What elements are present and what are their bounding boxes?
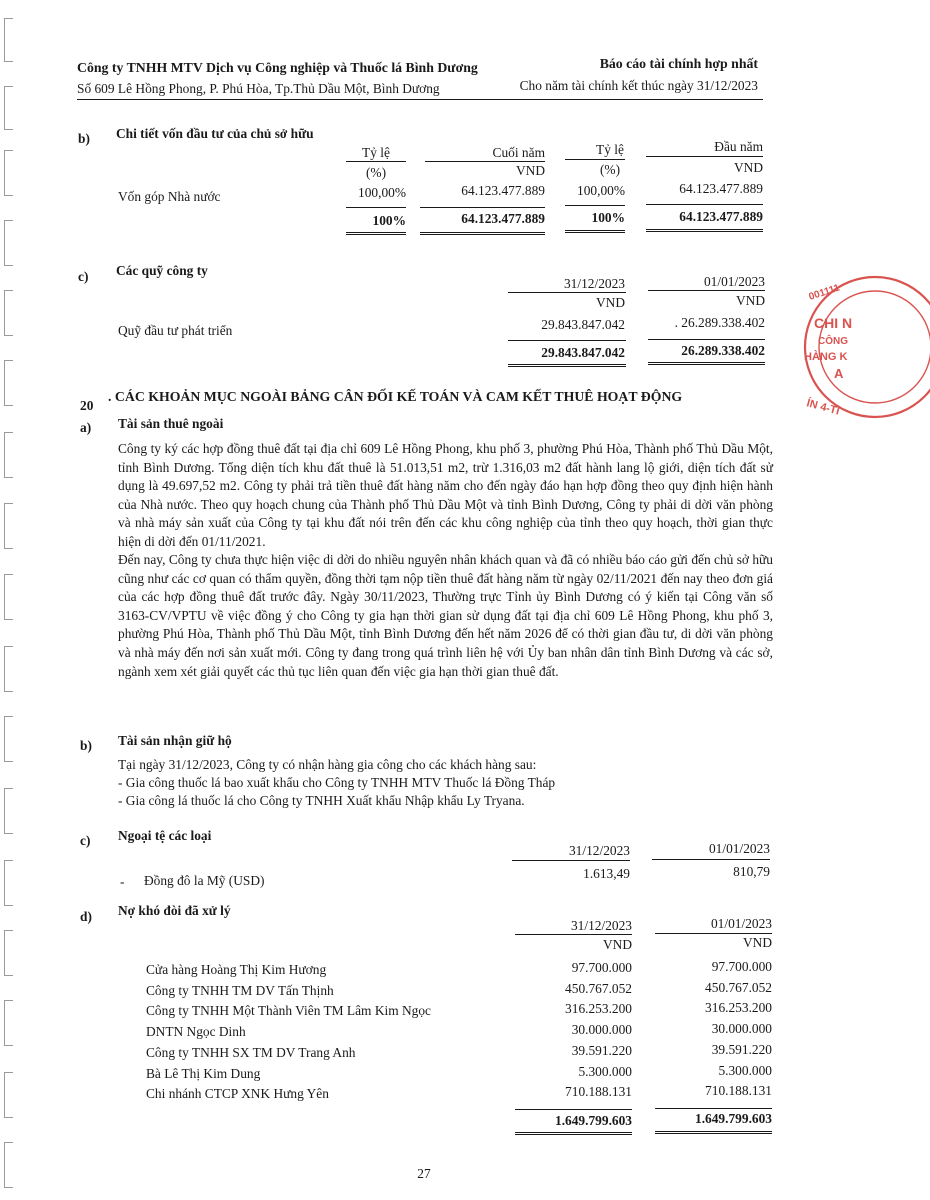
column-header: 01/01/2023 xyxy=(703,274,765,289)
cell-value: 97.700.000 xyxy=(571,960,632,975)
binder-mark xyxy=(4,1000,13,1046)
header-underline xyxy=(652,859,770,860)
double-rule xyxy=(648,362,765,365)
list-item: - Gia công lá thuốc lá cho Công ty TNHH Xuất khẩu Nhập khẩu Ly Tryana. xyxy=(118,793,525,808)
row-label: Công ty TNHH Một Thành Viên TM Lâm Kim Ngọc xyxy=(146,1003,431,1019)
section-heading: . CÁC KHOẢN MỤC NGOÀI BẢNG CÂN ĐỐI KẾ TOÁN VÀ CAM KẾT THUÊ HOẠT ĐỘNG xyxy=(108,389,683,404)
column-unit: VND xyxy=(733,160,763,175)
binder-mark xyxy=(4,86,13,130)
section-title: Tài sản nhận giữ hộ xyxy=(118,733,232,748)
svg-text:CÔNG: CÔNG xyxy=(818,336,848,347)
column-unit: (%) xyxy=(365,165,387,180)
total-rule xyxy=(648,339,765,340)
total-value: 64.123.477.889 xyxy=(461,211,545,226)
section-letter: a) xyxy=(80,420,92,435)
cell-value: 710.188.131 xyxy=(565,1084,632,1100)
cell-value: 100,00% xyxy=(358,185,406,200)
total-value: 64.123.477.889 xyxy=(679,209,763,224)
binder-mark xyxy=(4,18,13,62)
total-rule xyxy=(420,207,545,208)
cell-value: 5.300.000 xyxy=(578,1063,632,1079)
double-rule xyxy=(420,232,545,235)
cell-value: 316.253.200 xyxy=(705,1000,772,1016)
cell-value: 30.000.000 xyxy=(711,1021,772,1037)
column-unit: (%) xyxy=(599,162,621,177)
total-value: 29.843.847.042 xyxy=(541,345,625,360)
binder-mark xyxy=(4,150,13,196)
report-period: Cho năm tài chính kết thúc ngày 31/12/2023 xyxy=(519,78,758,93)
total-rule xyxy=(655,1108,772,1109)
row-label: Quỹ đầu tư phát triển xyxy=(118,323,233,338)
section-title: Chi tiết vốn đầu tư của chủ sở hữu xyxy=(116,126,314,141)
seal-icon xyxy=(800,272,930,422)
binder-mark xyxy=(4,788,13,834)
total-value: 1.649.799.603 xyxy=(555,1113,632,1128)
binder-mark xyxy=(4,860,13,906)
header-underline xyxy=(646,156,763,157)
header-underline xyxy=(648,290,765,291)
row-label: Đồng đô la Mỹ (USD) xyxy=(144,873,265,888)
cell-value: 39.591.220 xyxy=(711,1041,772,1057)
company-seal xyxy=(800,272,853,422)
section-letter: d) xyxy=(80,909,92,924)
binder-mark xyxy=(4,930,13,976)
cell-value: 450.767.052 xyxy=(565,980,632,996)
column-header: 31/12/2023 xyxy=(568,843,630,858)
report-title: Báo cáo tài chính hợp nhất xyxy=(599,56,758,71)
total-value: 100% xyxy=(372,213,406,228)
binder-mark xyxy=(4,1072,13,1118)
binder-mark xyxy=(4,646,13,692)
section-letter: c) xyxy=(78,269,89,284)
total-rule xyxy=(565,205,625,206)
column-unit: VND xyxy=(595,295,625,310)
column-header: 31/12/2023 xyxy=(570,918,632,933)
section-title: Tài sản thuê ngoài xyxy=(118,416,224,431)
binder-mark xyxy=(4,1142,13,1188)
cell-value: 1.613,49 xyxy=(583,866,630,881)
header-rule xyxy=(77,99,763,100)
total-value: 1.649.799.603 xyxy=(695,1111,772,1126)
svg-text:CHI N: CHI N xyxy=(814,315,853,331)
header-underline xyxy=(515,934,632,935)
double-rule xyxy=(646,229,763,232)
double-rule xyxy=(515,1132,632,1135)
row-label: Cửa hàng Hoàng Thị Kim Hương xyxy=(146,962,327,977)
cell-value: 100,00% xyxy=(577,183,625,198)
section-number: 20 xyxy=(80,398,94,413)
cell-value: 64.123.477.889 xyxy=(679,181,763,196)
section-letter: b) xyxy=(80,738,92,753)
row-label: Chi nhánh CTCP XNK Hưng Yên xyxy=(146,1086,329,1102)
binder-mark xyxy=(4,432,13,478)
cell-value: . 26.289.338.402 xyxy=(674,315,765,330)
row-label: Công ty TNHH SX TM DV Trang Anh xyxy=(146,1044,356,1060)
paragraph: Công ty ký các hợp đồng thuê đất tại địa chỉ 609 Lê Hồng Phong, khu phố 3, phường Phú Hòa, Thành phố Thủ Dầu Một, tỉnh Bình Dương. Tổng diện tích khu đất thuê là 51.013,51 m2, trừ 1.316,03 m2 đất hành lang lộ giới, diện tích đất sử dụng là 49.697,52 m2. Công ty phải trả tiền thuê đất hàng năm cho đến ngày đáo hạn hợp đồng theo quy định hiện hành của Nhà nước. Theo quy hoạch chung của Thành phố Thủ Dầu Một và tỉnh Bình Dương, Công ty phải di dời văn phòng và nhà máy sản xuất của Công ty tại khu đất nói trên đến các khu công nghiệp của tỉnh theo quy hoạch, thời gian thực hiện di dời đến 01/11/2021. xyxy=(118,441,773,549)
cell-value: 64.123.477.889 xyxy=(461,183,545,198)
svg-text:ÍN 4-TI: ÍN 4-TI xyxy=(805,397,841,418)
row-label: DNTN Ngọc Dinh xyxy=(146,1024,246,1040)
binder-mark xyxy=(4,290,13,336)
svg-text:001111: 001111 xyxy=(807,282,842,303)
list-dash: - xyxy=(120,874,125,889)
double-rule xyxy=(508,364,626,367)
section-title: Nợ khó đòi đã xử lý xyxy=(118,903,231,918)
header-underline xyxy=(655,933,772,934)
column-unit: VND xyxy=(735,293,765,308)
total-rule xyxy=(515,1109,632,1110)
column-unit: VND xyxy=(515,163,545,178)
column-unit: VND xyxy=(742,935,772,950)
cell-value: 450.767.052 xyxy=(705,979,772,995)
paragraph: Đến nay, Công ty chưa thực hiện việc di dời do nhiều nguyên nhân khách quan và đã có nhiều báo cáo gửi đến chủ sở hữu cũng như các cơ quan có thẩm quyền, đồng thời tạm nộp tiền thuê đất hàng năm từ ngày 02/11/2021 đến nay theo đơn giá của các hợp đồng thuê đất trước đây. Ngày 30/11/2023, Thường trực Tỉnh ủy Bình Dương có ý kiến tại Công văn số 3163-CV/VPTU về việc đồng ý cho Công ty gia hạn thời gian sử dụng đất tại địa chỉ 609 Lê Hồng Phong, khu phố 3, phường Phú Hòa, Thành phố Thủ Dầu Một, tỉnh Bình Dương đến hết năm 2026 để có thời gian đầu tư, di dời văn phòng và nhà máy đến nơi sản xuất mới. Công ty đang trong quá trình liên hệ với Ủy ban nhân dân tỉnh Bình Dương và các sở, ngành xem xét giải quyết các thủ tục liên quan đến việc gia hạn thời gian thuê đất. xyxy=(118,552,773,679)
column-header: 01/01/2023 xyxy=(708,841,770,856)
double-rule xyxy=(655,1131,772,1134)
total-rule xyxy=(508,340,626,341)
double-rule xyxy=(346,232,406,235)
header-underline xyxy=(346,161,406,162)
total-rule xyxy=(646,204,763,205)
paragraph: Tại ngày 31/12/2023, Công ty có nhận hàng gia công cho các khách hàng sau: xyxy=(118,757,537,772)
total-rule xyxy=(346,207,406,208)
section-letter: b) xyxy=(78,131,90,146)
section-title: Các quỹ công ty xyxy=(116,263,208,278)
svg-text:A: A xyxy=(834,366,844,381)
column-header: Cuối năm xyxy=(492,145,545,160)
svg-text:HÀNG K: HÀNG K xyxy=(804,351,848,363)
header-underline xyxy=(508,292,626,293)
header-underline xyxy=(565,159,625,160)
section-title: Ngoại tệ các loại xyxy=(118,828,212,843)
company-address: Số 609 Lê Hồng Phong, P. Phú Hòa, Tp.Thủ Dầu Một, Bình Dương xyxy=(77,81,440,96)
binder-mark xyxy=(4,220,13,266)
cell-value: 30.000.000 xyxy=(571,1022,632,1038)
column-header: Tỷ lệ xyxy=(362,145,390,160)
company-name: Công ty TNHH MTV Dịch vụ Công nghiệp và Thuốc lá Bình Dương xyxy=(77,60,478,75)
cell-value: 710.188.131 xyxy=(705,1083,772,1099)
column-header: 01/01/2023 xyxy=(710,916,772,931)
header-underline xyxy=(425,161,545,162)
binder-mark xyxy=(4,360,13,406)
column-header: Đầu năm xyxy=(714,139,763,154)
binder-mark xyxy=(4,503,13,549)
cell-value: 39.591.220 xyxy=(571,1042,632,1058)
row-label: Bà Lê Thị Kim Dung xyxy=(146,1065,261,1081)
list-item: - Gia công thuốc lá bao xuất khẩu cho Công ty TNHH MTV Thuốc lá Đồng Tháp xyxy=(118,775,556,790)
column-header: 31/12/2023 xyxy=(563,276,625,291)
total-value: 100% xyxy=(591,210,625,225)
header-underline xyxy=(512,860,630,861)
binder-mark xyxy=(4,716,13,762)
section-letter: c) xyxy=(80,833,91,848)
double-rule xyxy=(565,230,625,233)
cell-value: 29.843.847.042 xyxy=(541,317,625,332)
binder-mark xyxy=(4,574,13,620)
column-unit: VND xyxy=(602,937,632,952)
cell-value: 316.253.200 xyxy=(565,1001,632,1017)
cell-value: 5.300.000 xyxy=(718,1062,772,1078)
cell-value: 97.700.000 xyxy=(711,959,772,974)
page-number: 27 xyxy=(417,1166,431,1181)
total-value: 26.289.338.402 xyxy=(681,343,765,358)
row-label: Vốn góp Nhà nước xyxy=(118,189,221,204)
column-header: Tỷ lệ xyxy=(596,142,624,157)
cell-value: 810,79 xyxy=(733,864,770,879)
row-label: Công ty TNHH TM DV Tấn Thịnh xyxy=(146,982,334,998)
